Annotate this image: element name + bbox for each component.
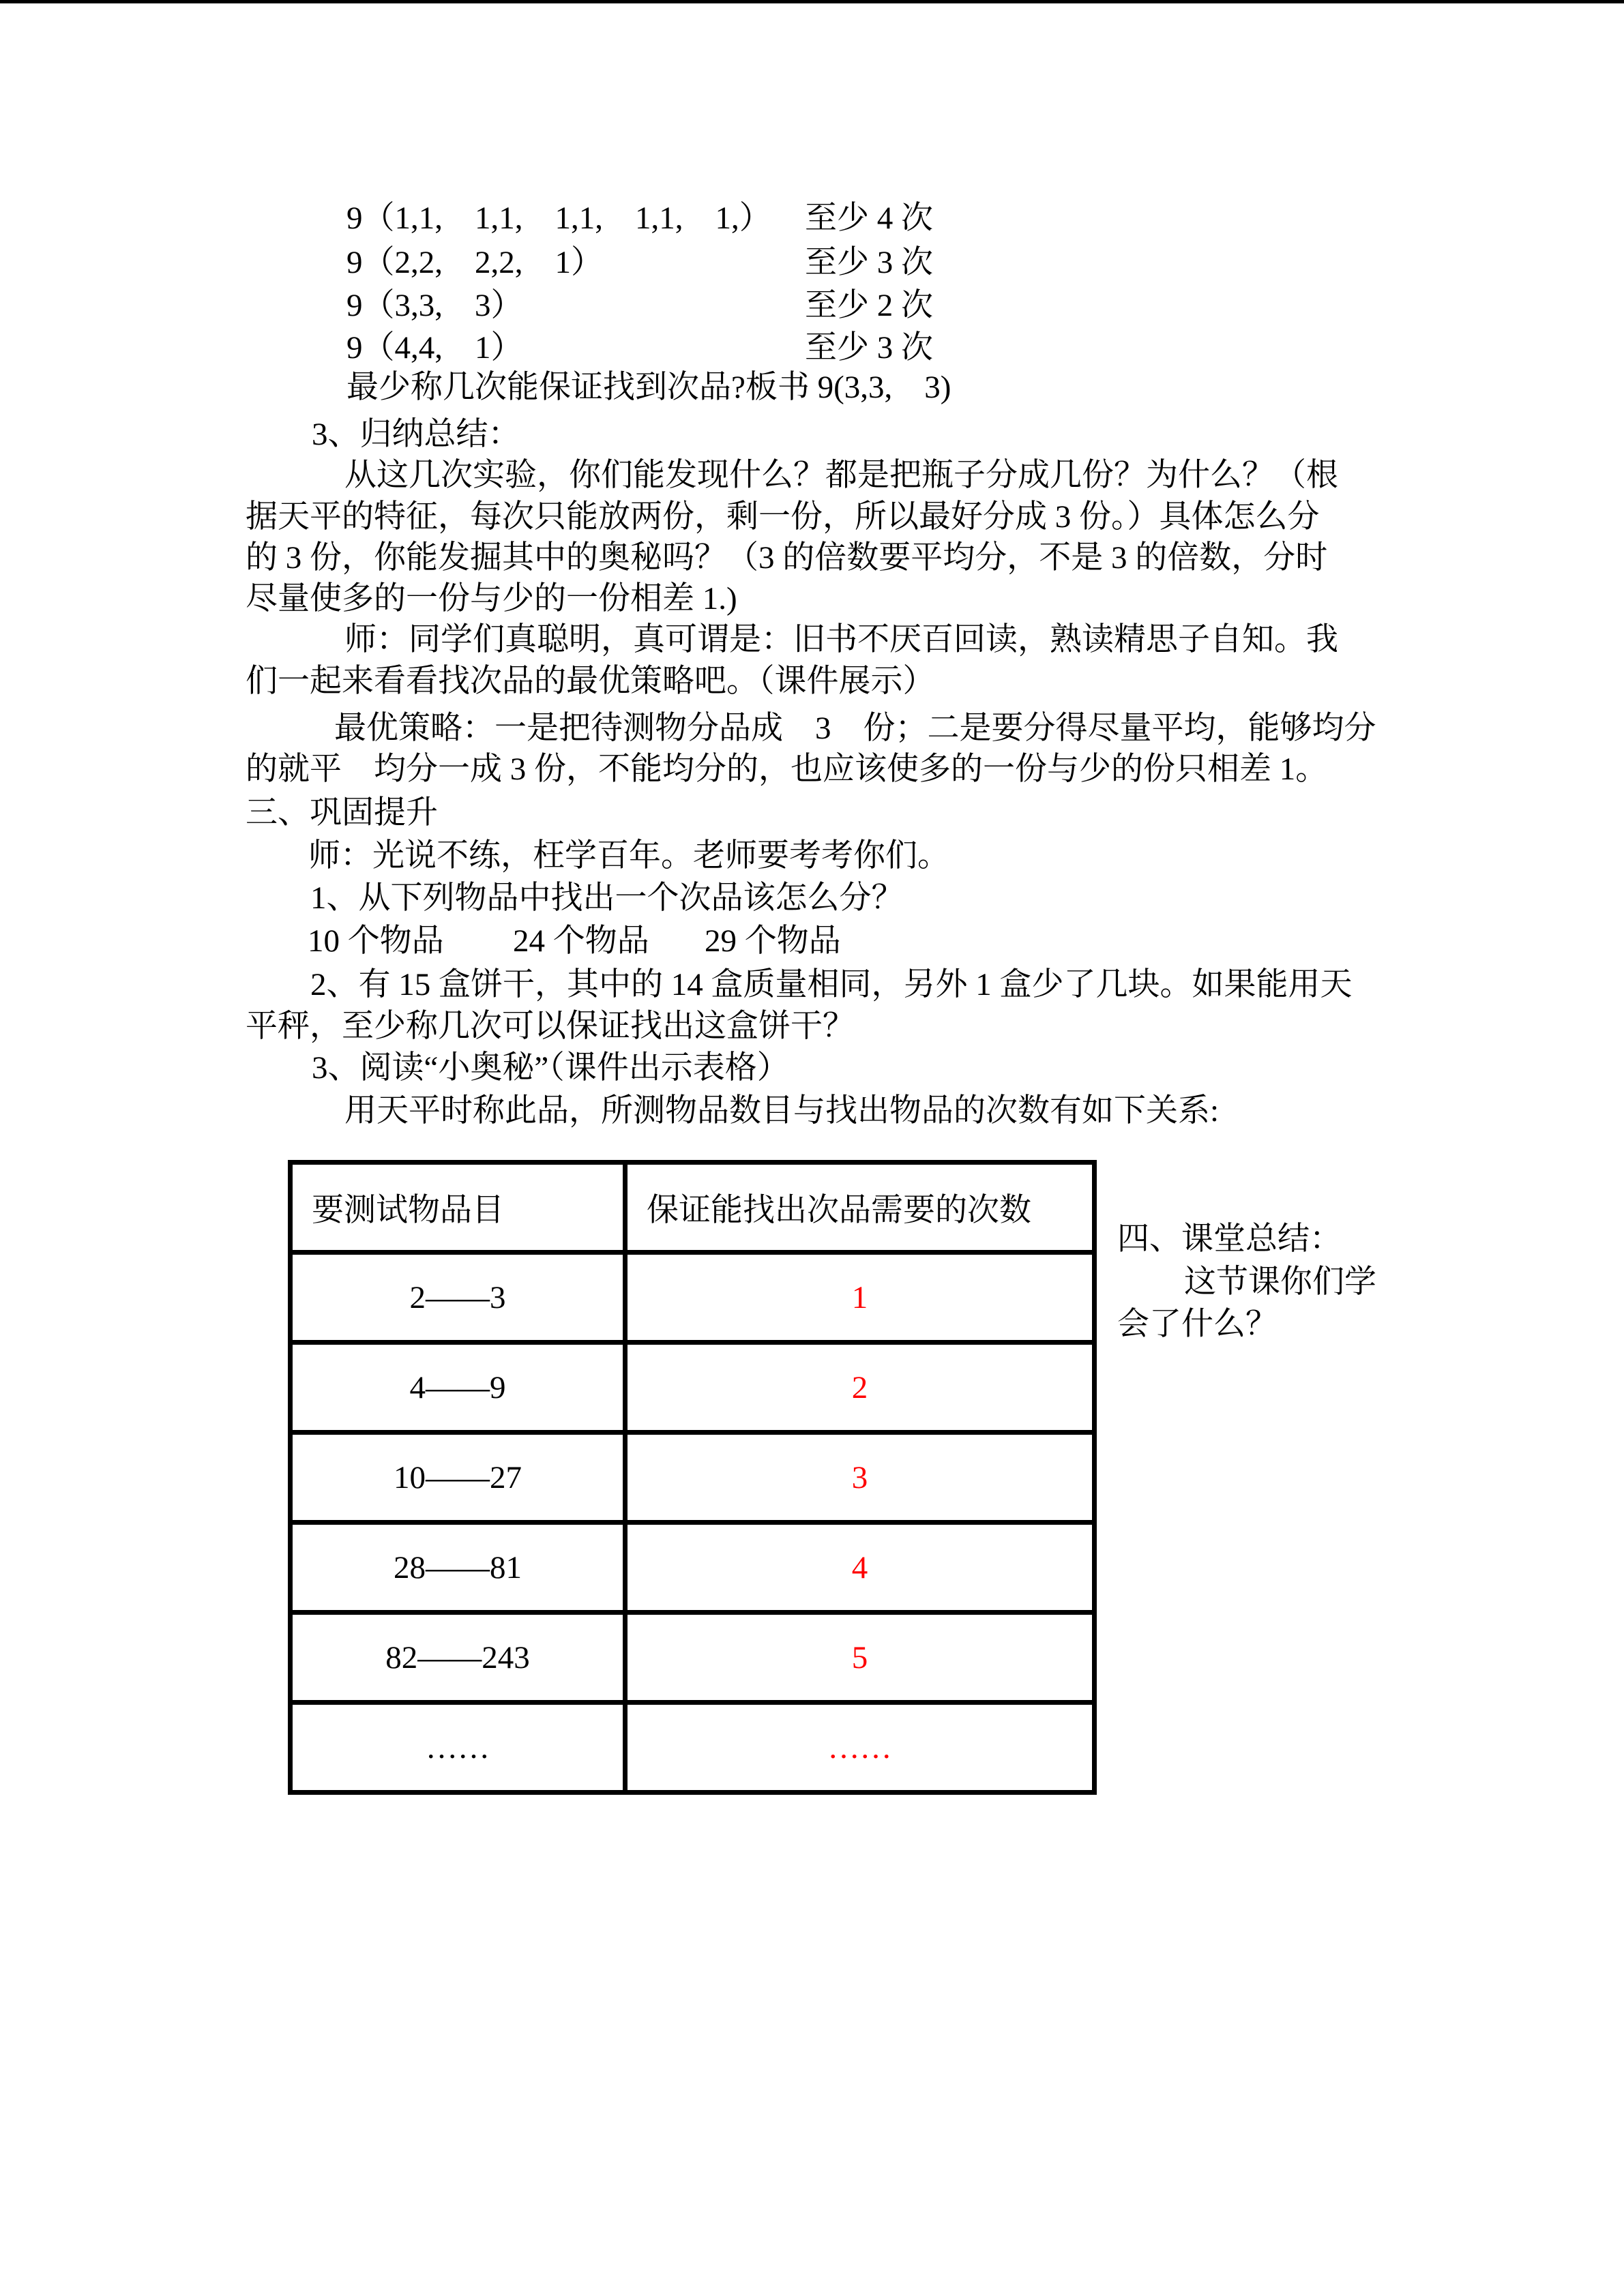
experiment-grouping-4: 9（4,4, 1） — [346, 330, 523, 366]
table-cell-range: 82——243 — [291, 1613, 625, 1703]
paragraph1-line3: 的 3 份，你能发掘其中的奥秘吗？（3 的倍数要平均分，不是 3 的倍数，分时 — [246, 540, 1328, 576]
table-row — [291, 1523, 1095, 1613]
paragraph1-line4: 尽量使多的一份与少的一份相差 1.) — [246, 581, 737, 616]
experiment-result-1: 至少 4 次 — [805, 200, 933, 236]
question2-line1: 2、有 15 盒饼干，其中的 14 盒质量相同，另外 1 盒少了几块。如果能用天 — [310, 967, 1353, 1002]
item-option-24: 24 个物品 — [513, 923, 649, 959]
table-intro-line: 用天平时称此品，所测物品数目与找出物品的次数有如下关系: — [344, 1093, 1220, 1129]
table-cell-times: 1 — [625, 1253, 1095, 1343]
section-four-line1: 这节课你们学 — [1184, 1264, 1376, 1300]
table-row — [291, 1613, 1095, 1703]
table-cell-range: 10——27 — [291, 1433, 625, 1523]
table-cell-times: 4 — [625, 1523, 1095, 1613]
experiment-result-4: 至少 3 次 — [805, 330, 933, 366]
question1: 1、从下列物品中找出一个次品该怎么分？ — [310, 880, 904, 916]
table-header-times: 保证能找出次品需要的次数 — [625, 1163, 1095, 1253]
section-four-line2: 会了什么？ — [1117, 1307, 1278, 1342]
defective-item-relation-table — [288, 1160, 1097, 1795]
table-cell-range: 28——81 — [291, 1523, 625, 1613]
board-summary-line: 最少称几次能保证找到次品?板书 9(3,3, 3) — [346, 370, 951, 405]
table-cell-range: …… — [291, 1703, 625, 1793]
experiment-grouping-1: 9（1,1, 1,1, 1,1, 1,1, 1,） — [346, 200, 771, 236]
table-cell-times: 5 — [625, 1613, 1095, 1703]
table-row — [291, 1253, 1095, 1343]
section-four-heading: 四、课堂总结： — [1117, 1221, 1342, 1257]
section3-heading: 3、归纳总结： — [312, 417, 520, 452]
teacher-remark1-line1: 师：同学们真聪明，真可谓是：旧书不厌百回读，熟读精思子自知。我 — [344, 622, 1338, 657]
strategy-line1: 最优策略：一是把待测物分品成 3 份；二是要分得尽量平均，能够均分 — [334, 711, 1376, 746]
experiment-grouping-2: 9（2,2, 2,2, 1） — [346, 245, 603, 280]
experiment-result-2: 至少 3 次 — [805, 245, 933, 280]
table-row — [291, 1703, 1095, 1793]
experiment-result-3: 至少 2 次 — [805, 288, 933, 323]
table-row — [291, 1433, 1095, 1523]
table-cell-range: 4——9 — [291, 1343, 625, 1433]
question3: 3、阅读“小奥秘”（课件出示表格） — [312, 1050, 789, 1086]
item-option-29: 29 个物品 — [705, 923, 841, 959]
paragraph1-line2: 据天平的特征，每次只能放两份，剩一份，所以最好分成 3 份。）具体怎么分 — [246, 499, 1320, 535]
paragraph1-line1: 从这几次实验，你们能发现什么？都是把瓶子分成几份？为什么？（根 — [344, 458, 1338, 493]
item-option-10: 10 个物品 — [308, 923, 444, 959]
experiment-grouping-3: 9（3,3, 3） — [346, 288, 523, 323]
table-header-row — [291, 1163, 1095, 1253]
table-cell-times: 3 — [625, 1433, 1095, 1523]
section-three-heading: 三、巩固提升 — [246, 795, 438, 831]
table-cell-range: 2——3 — [291, 1253, 625, 1343]
table-row — [291, 1343, 1095, 1433]
table-cell-times: 2 — [625, 1343, 1095, 1433]
page-top-border — [0, 0, 1624, 3]
teacher-remark2: 师：光说不练，枉学百年。老师要考考你们。 — [308, 838, 949, 874]
strategy-line2: 的就平 均分一成 3 份，不能均分的，也应该使多的一份与少的份只相差 1。 — [246, 751, 1328, 787]
question2-line2: 平秤，至少称几次可以保证找出这盒饼干？ — [246, 1009, 855, 1044]
table-cell-times: …… — [625, 1703, 1095, 1793]
table-header-items: 要测试物品目 — [291, 1163, 625, 1253]
teacher-remark1-line2: 们一起来看看找次品的最优策略吧。（课件展示） — [246, 664, 935, 699]
